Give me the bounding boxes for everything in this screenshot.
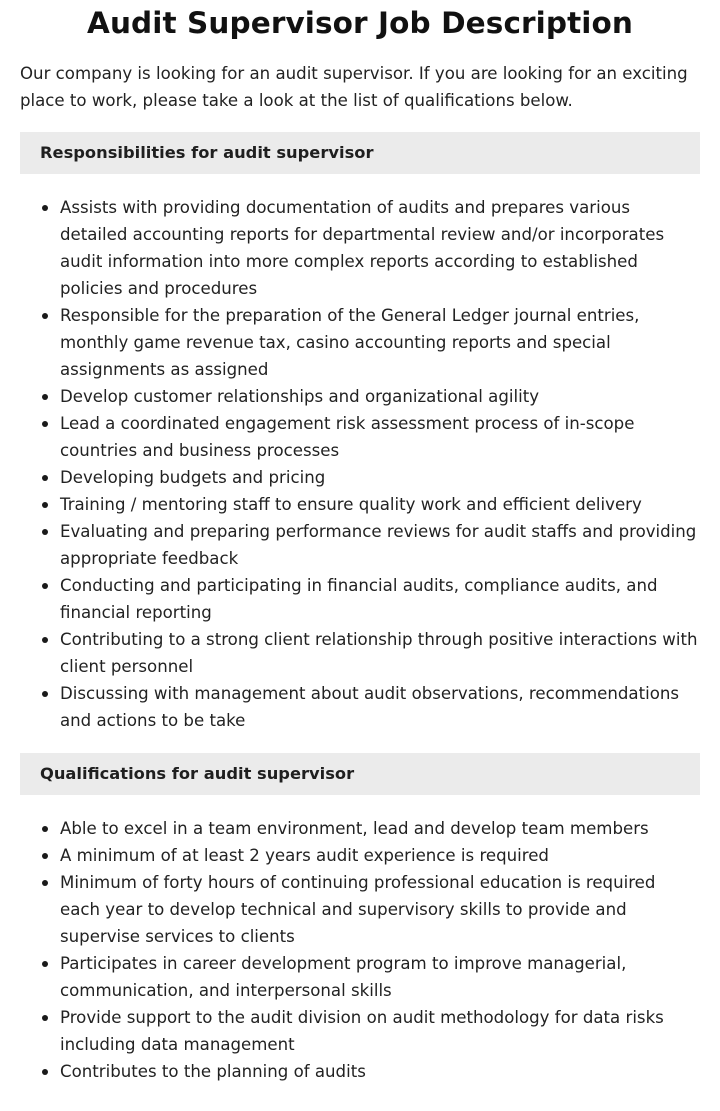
qualification-item: Minimum of forty hours of continuing professional education is required each year to develop technical and supervisory skills to provide and supervise services to clients	[20, 869, 700, 950]
responsibilities-heading: Responsibilities for audit supervisor	[20, 132, 700, 174]
qualification-item: Contributes to the planning of audits	[20, 1058, 700, 1085]
qualifications-list	[20, 815, 700, 1085]
intro-paragraph: Our company is looking for an audit supervisor. If you are looking for an exciting place to work, please take a look at the list of qualifications below.	[20, 64, 688, 110]
responsibility-item: Discussing with management about audit observations, recommendations and actions to be take	[20, 680, 700, 734]
qualification-item: Participates in career development program to improve managerial, communication, and interpersonal skills	[20, 950, 700, 1004]
responsibilities-list	[20, 194, 700, 734]
qualifications-heading: Qualifications for audit supervisor	[20, 753, 700, 795]
responsibility-item: Conducting and participating in financial audits, compliance audits, and financial reporting	[20, 572, 700, 626]
responsibility-item: Training / mentoring staff to ensure quality work and efficient delivery	[20, 491, 700, 518]
qualification-item: Provide support to the audit division on audit methodology for data risks including data management	[20, 1004, 700, 1058]
responsibility-item: Develop customer relationships and organizational agility	[20, 383, 700, 410]
responsibility-item: Lead a coordinated engagement risk assessment process of in-scope countries and business processes	[20, 410, 700, 464]
responsibility-item: Assists with providing documentation of audits and prepares various detailed accounting reports for departmental review and/or incorporates audit information into more complex reports according to established policies and procedures	[20, 194, 700, 302]
responsibility-item: Contributing to a strong client relationship through positive interactions with client personnel	[20, 626, 700, 680]
responsibility-item: Responsible for the preparation of the General Ledger journal entries, monthly game revenue tax, casino accounting reports and special assignments as assigned	[20, 302, 700, 383]
qualification-item: Able to excel in a team environment, lead and develop team members	[20, 815, 700, 842]
responsibility-item: Evaluating and preparing performance reviews for audit staffs and providing appropriate feedback	[20, 518, 700, 572]
responsibility-item: Developing budgets and pricing	[20, 464, 700, 491]
qualification-item: A minimum of at least 2 years audit experience is required	[20, 842, 700, 869]
page-title: Audit Supervisor Job Description	[87, 6, 633, 40]
